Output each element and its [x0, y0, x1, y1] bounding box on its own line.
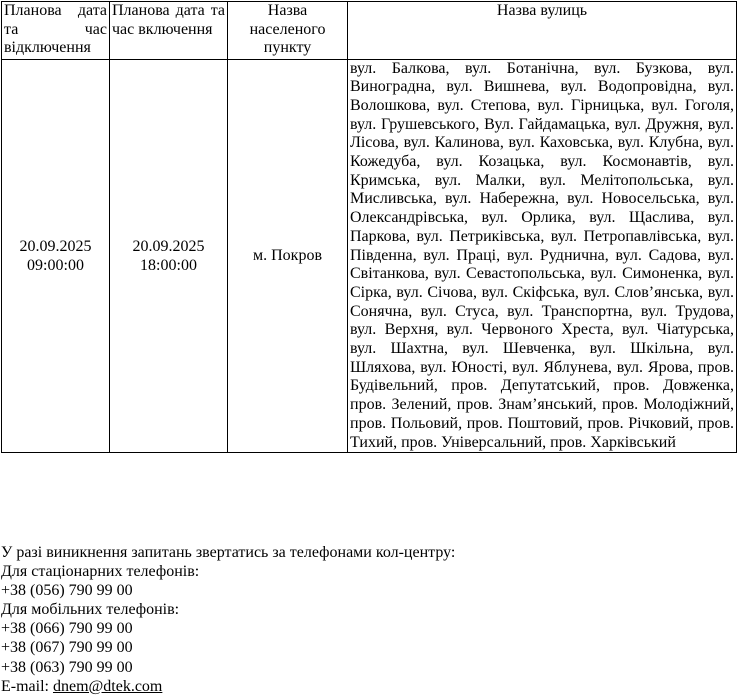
mobile-phone: +38 (063) 790 99 00 — [1, 658, 133, 676]
header-off-datetime: Планова дата та час відключення — [2, 2, 110, 60]
mobile-phone: +38 (067) 790 99 00 — [1, 639, 133, 657]
on-date: 20.09.2025 — [132, 237, 205, 255]
header-on-datetime: Планова дата та час включення — [110, 2, 228, 60]
table-header-row — [2, 2, 737, 60]
contact-intro: У разі виникнення запитань звертатись за телефонами кол-центру: — [1, 544, 456, 561]
stationary-label: Для стаціонарних телефонів: — [1, 563, 200, 581]
on-time: 18:00:00 — [140, 256, 197, 274]
email-link[interactable]: dnem@dtek.com — [52, 677, 163, 695]
streets-cell: вул. Балкова, вул. Ботанічна, вул. Бузкова, вул. Виноградна, вул. Вишнева, вул. Водопровідна, вул. Волошкова, вул. Степова, вул. Гірницька, вул. Гоголя, вул. Грушевського, Вул. Гайдамацька, вул. Дружня, вул. Лісова, вул. Калинова, вул. Каховська, вул. Клубна, вул. Кожедуба, вул. Козацька, вул. Космонавтів, вул. Кримська, вул. Малки, вул. Мелітопольська, вул. Мисливська, вул. Набережна, вул. Новосельська, вул. Олександрівська, вул. Орлика, вул. Щаслива, вул. Паркова, вул. Петриківська, вул. Петропавлівська, вул. Південна, вул. Праці, вул. Руднична, вул. Садова, вул. Світанкова, вул. Севастопольська, вул. Симоненка, вул. Сірка, вул. Січова, вул. Скіфська, вул. Слов’янська, вул. Сонячна, вул. Стуса, вул. Транспортна, вул. Трудова, вул. Верхня, вул. Червоного Хреста, вул. Чіатурська, вул. Шахтна, вул. Шевченка, вул. Шкільна, вул. Шляхова, вул. Юності, вул. Яблунева, вул. Ярова, пров. Будівельний, пров. Депутатський, пров. Довженка, пров. Зелений, пров. Знам’янський, пров. Молодіжний, пров. Польовий, пров. Поштовий, пров. Річковий, пров. Тихий, пров. Універсальний, пров. Харківський — [348, 59, 737, 453]
table-row — [2, 59, 737, 453]
email-label: E-mail: — [1, 677, 53, 695]
outage-schedule-table — [1, 1, 737, 453]
on-datetime-cell — [110, 59, 228, 453]
stationary-phone: +38 (056) 790 99 00 — [1, 582, 133, 600]
off-datetime-cell — [2, 59, 110, 453]
email-line — [1, 677, 455, 696]
off-date: 20.09.2025 — [19, 237, 92, 255]
mobile-label: Для мобільних телефонів: — [1, 601, 180, 619]
header-settlement: Назва населеного пункту — [228, 2, 348, 60]
settlement-cell: м. Покров — [228, 59, 348, 453]
mobile-phone: +38 (066) 790 99 00 — [1, 620, 133, 638]
contact-info — [1, 543, 455, 696]
header-streets: Назва вулиць — [348, 2, 737, 60]
off-time: 09:00:00 — [27, 256, 84, 274]
